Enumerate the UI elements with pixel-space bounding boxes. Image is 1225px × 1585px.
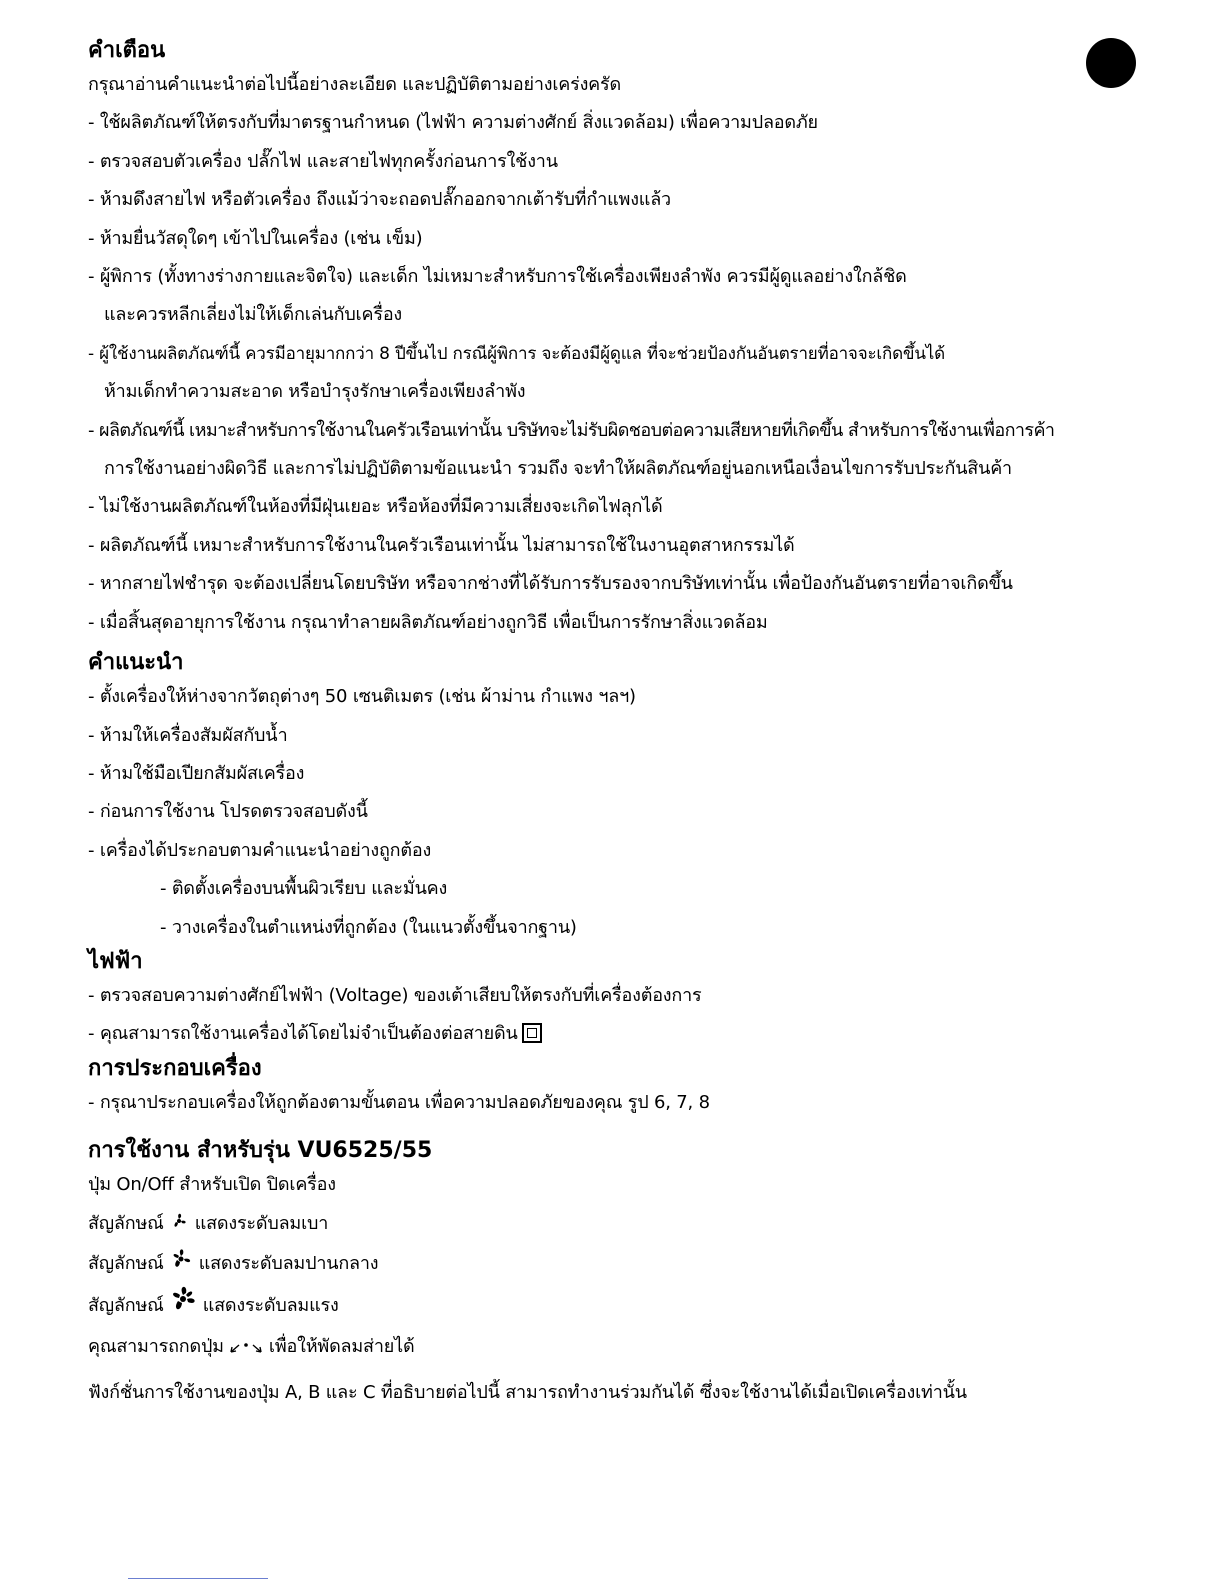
usage-heading: การใช้งาน สำหรับรุ่น VU6525/55	[88, 1138, 433, 1164]
assembly-line: - กรุณาประกอบเครื่องให้ถูกต้องตามขั้นตอน เพื่อความปลอดภัยของคุณ รูป 6, 7, 8	[88, 1091, 710, 1113]
advice-item: - ห้ามให้เครื่องสัมผัสกับน้ำ	[88, 724, 288, 746]
electric-voltage-line: - ตรวจสอบความต่างศักย์ไฟฟ้า (Voltage) ของเต้าเสียบให้ตรงกับที่เครื่องต้องการ	[88, 984, 702, 1006]
warning-item: - หากสายไฟชำรุด จะต้องเปลี่ยนโดยบริษัท หรือจากช่างที่ได้รับการรับรองจากบริษัทเท่านั้น เพื่อป้องกันอันตรายที่อาจเกิดขึ้น	[88, 573, 1013, 595]
advice-item: - ห้ามใช้มือเปียกสัมผัสเครื่อง	[88, 762, 305, 784]
symbol-word: สัญลักษณ์	[88, 1212, 164, 1234]
warning-item: - ผู้ใช้งานผลิตภัณฑ์นี้ ควรมีอายุมากกว่า 8 ปีขึ้นไป กรณีผู้พิการ จะต้องมีผู้ดูแล ที่จะช่วยป้องกันอันตรายที่อาจจะเกิดขึ้นได้	[88, 343, 945, 364]
advice-item: - ตั้งเครื่องให้ห่างจากวัตถุต่างๆ 50 เซนติเมตร (เช่น ผ้าม่าน กำแพง ฯลฯ)	[88, 686, 636, 708]
warning-item: - ห้ามยื่นวัสดุใดๆ เข้าไปในเครื่อง (เช่น เข็ม)	[88, 227, 423, 249]
warning-item-cont: ห้ามเด็กทำความสะอาด หรือบำรุงรักษาเครื่องเพียงลำพัง	[104, 381, 526, 403]
usage-low	[88, 1205, 1178, 1245]
warning-item: - ใช้ผลิตภัณฑ์ให้ตรงกับที่มาตรฐานกำหนด (ไฟฟ้า ความต่างศักย์ สิ่งแวดล้อม) เพื่อความปลอดภัย	[88, 112, 818, 134]
electric-earth-text: - คุณสามารถใช้งานเครื่องได้โดยไม่จำเป็นต้องต่อสายดิน	[88, 1023, 518, 1045]
usage-oscillate-b: เพื่อให้พัดลมส่ายได้	[268, 1335, 415, 1357]
footer-line	[128, 1578, 268, 1579]
symbol-word: สัญลักษณ์	[88, 1295, 164, 1317]
fan-high-icon	[169, 1285, 197, 1327]
electric-earth-line	[88, 1015, 1178, 1053]
warning-intro: กรุณาอ่านคำแนะนำต่อไปนี้อย่างละเอียด และปฏิบัติตามอย่างเคร่งครัด	[88, 74, 621, 95]
warning-heading: คำเตือน	[88, 38, 166, 63]
warning-item: - เมื่อสิ้นสุดอายุการใช้งาน กรุณาทำลายผลิตภัณฑ์อย่างถูกวิธี เพื่อเป็นการรักษาสิ่งแวดล้อม	[88, 611, 768, 633]
advice-subitem: - ติดตั้งเครื่องบนพื้นผิวเรียบ และมั่นคง	[160, 878, 448, 900]
warning-item: - ผลิตภัณฑ์นี้ เหมาะสำหรับการใช้งานในครัวเรือนเท่านั้น บริษัทจะไม่รับผิดชอบต่อความเสียหายที่เกิดขึ้น สำหรับการใช้งานเพื่อการค้า	[88, 419, 1055, 441]
electric-heading: ไฟฟ้า	[88, 948, 143, 974]
advice-subitem: - วางเครื่องในตำแหน่งที่ถูกต้อง (ในแนวตั้งขึ้นจากฐาน)	[160, 916, 577, 938]
warning-item: - ห้ามดึงสายไฟ หรือตัวเครื่อง ถึงแม้ว่าจะถอดปลั๊กออกจากเต้ารับที่กำแพงแล้ว	[88, 189, 671, 211]
warning-item-cont: การใช้งานอย่างผิดวิธี และการไม่ปฏิบัติตามข้อแนะนำ รวมถึง จะทำให้ผลิตภัณฑ์อยู่นอกเหนือเงื่อนไขการรับประกันสินค้า	[104, 458, 1012, 480]
fan-mid-icon	[169, 1247, 193, 1285]
fan-low-icon	[169, 1207, 189, 1245]
warning-item: - ไม่ใช้งานผลิตภัณฑ์ในห้องที่มีฝุ่นเยอะ หรือห้องที่มีความเสี่ยงจะเกิดไฟลุกได้	[88, 496, 663, 518]
usage-mid-text: แสดงระดับลมปานกลาง	[198, 1252, 379, 1274]
advice-item: - เครื่องได้ประกอบตามคำแนะนำอย่างถูกต้อง	[88, 839, 432, 861]
usage-oscillate-a: คุณสามารถกดปุ่ม	[88, 1335, 224, 1357]
usage-functions: ฟังก์ชั่นการใช้งานของปุ่ม A, B และ C ที่อธิบายต่อไปนี้ สามารถทำงานร่วมกันได้ ซึ่งจะใช้งานได้เมื่อเปิดเครื่องเท่านั้น	[88, 1382, 967, 1404]
usage-oscillate	[88, 1328, 1178, 1368]
usage-mid	[88, 1245, 1178, 1285]
warning-item: - ตรวจสอบตัวเครื่อง ปลั๊กไฟ และสายไฟทุกครั้งก่อนการใช้งาน	[88, 150, 558, 172]
warning-item: - ผลิตภัณฑ์นี้ เหมาะสำหรับการใช้งานในครัวเรือนเท่านั้น ไม่สามารถใช้ในงานอุตสาหกรรมได้	[88, 534, 795, 556]
warning-item: - ผู้พิการ (ทั้งทางร่างกายและจิตใจ) และเด็ก ไม่เหมาะสำหรับการใช้เครื่องเพียงลำพัง ควรมีผู้ดูแลอย่างใกล้ชิด	[88, 266, 907, 288]
assembly-heading: การประกอบเครื่อง	[88, 1055, 262, 1081]
usage-high-text: แสดงระดับลมแรง	[202, 1295, 339, 1317]
advice-heading: คำแนะนำ	[88, 650, 184, 676]
warning-item-cont: และควรหลีกเลี่ยงไม่ให้เด็กเล่นกับเครื่อง	[104, 304, 403, 326]
usage-onoff: ปุ่ม On/Off สำหรับเปิด ปิดเครื่อง	[88, 1174, 336, 1196]
oscillate-icon	[229, 1330, 263, 1368]
usage-low-text: แสดงระดับลมเบา	[194, 1212, 329, 1234]
double-insulation-icon	[522, 1023, 542, 1043]
symbol-word: สัญลักษณ์	[88, 1252, 164, 1274]
advice-item: - ก่อนการใช้งาน โปรดตรวจสอบดังนี้	[88, 801, 368, 823]
usage-high	[88, 1285, 1178, 1327]
manual-page	[88, 36, 1178, 1413]
